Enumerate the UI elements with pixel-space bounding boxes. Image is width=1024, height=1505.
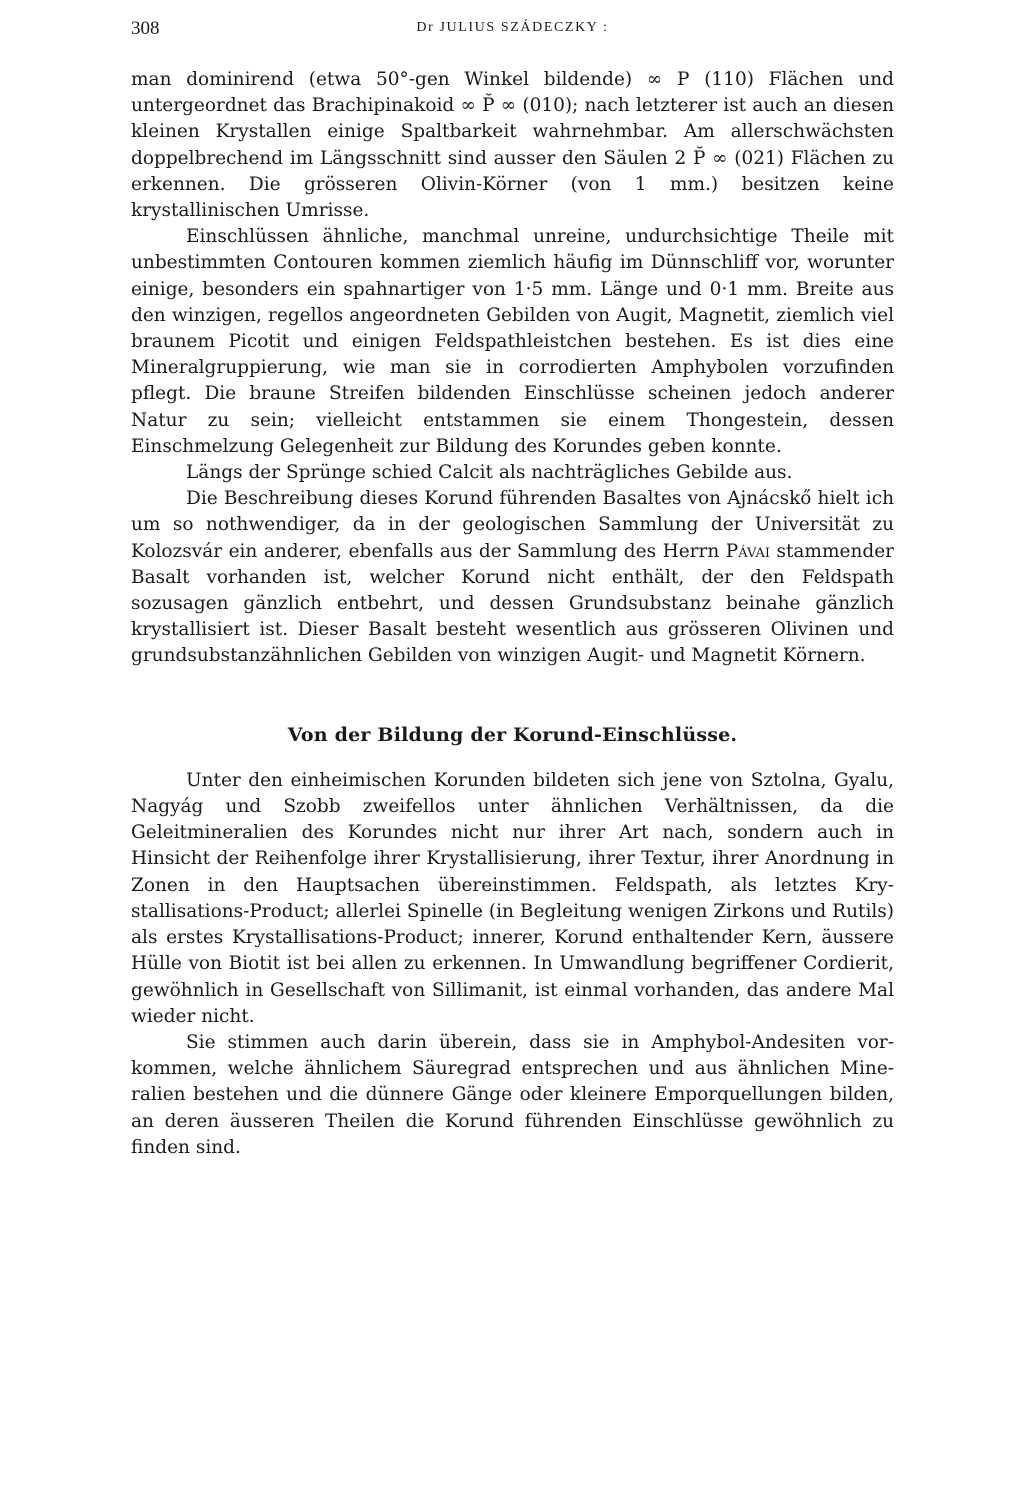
paragraph-basalt-part-2: stammender Basalt vorhanden ist, welcher Korund nicht enthält, der den Feldspath sozusagen gänzlich entbehrt, und dessen Grundsubstanz beinahe gänzlich krystallisiert ist. Dieser Basalt besteht wesentlich aus grösseren Olivinen und grundsubstanzähnlichen Gebilden von winzigen Augit- und Magnetit Körnern.: [131, 540, 895, 667]
paragraph-korund-origin: Unter den einheimischen Korunden bildeten sich jene von Sztolna, Gyalu, Nagyág und Szobb zweifellos unter ähnlichen Verhältnissen, da die Geleitmineralien des Korundes nicht nur ihrer Art nach, sondern auch in Hinsicht der Reihenfolge ihrer Krystallisierung, ihrer Textur, ihrer Anordnung in Zonen in den Hauptsachen übereinstimmen. Feldspath, als letztes Krystallisations-Product; allerlei Spinelle (in Begleitung wenigen Zirkons und Rutils) als erstes Krystallisations-Product; innerer, Korund enthaltender Kern, äussere Hülle von Biotit ist bei allen zu erkennen. In Umwandlung begriffener Cordierit, gewöhnlich in Gesellschaft von Sillimanit, ist einmal vorhanden, das andere Mal wieder nicht.: [131, 769, 894, 1027]
paragraph-andesite: Sie stimmen auch darin überein, dass sie in Amphybol-Andesiten vorkommen, welche ähnlichem Säuregrad entsprechen und aus ähnlichen Mineralien bestehen und die dünnere Gänge oder kleinere Emporquellungen bilden, an deren äusseren Theilen die Korund führenden Einschlüsse gewöhnlich zu finden sind.: [131, 1031, 894, 1158]
section-heading: Von der Bildung der Korund-Einschlüsse.: [287, 723, 738, 746]
paragraph-calcite: Längs der Sprünge schied Calcit als nachträgliches Gebilde aus.: [186, 462, 793, 484]
paragraph-inclusions: Einschlüssen ähnliche, manchmal unreine, undurchsichtige Theile mit unbestimmten Contouren kommen ziemlich häufig im Dünnschliff vor, worunter einige, besonders ein spahnartiger von 1·5 mm. Länge und 0·1 mm. Breite aus den winzigen, regellos angeordneten Gebilden von Augit, Magnetit, ziemlich viel braunem Picotit und einigen Feldspathleistchen bestehen. Es ist dies eine Mineralgruppierung, wie man sie in corrodierten Amphybolen vorzufinden pflegt. Die braune Streifen bildenden Einschlüsse scheinen jedoch anderer Natur zu sein; vielleicht entstammen sie einem Thongestein, dessen Einschmelzung Gelegenheit zur Bildung des Korundes geben konnte.: [131, 226, 894, 457]
page-number: 308: [131, 18, 160, 39]
paragraph-continuation: man dominirend (etwa 50°-gen Winkel bildende) ∞ P (110) Flächen und untergeordnet das Brachipinakoid ∞ P̆ ∞ (010); nach letzterer ist auch an diesen kleinen Krystallen einige Spaltbarkeit wahrnehmbar. Am allerschwächsten doppelbrechend im Längsschnitt sind ausser den Säulen 2 P̆ ∞ (021) Flächen zu erkennen. Die grösseren Olivin-Körner (von 1 mm.) besitzen keine krystallinischen Umrisse.: [131, 69, 894, 222]
body-text: [131, 67, 894, 1161]
person-name-pavai: Pávai: [725, 540, 770, 562]
running-head-author: Dr JULIUS SZÁDECZKY :: [416, 20, 609, 35]
paragraph-basalt-part-1: Die Beschreibung dieses Korund führenden Basaltes von Ajnácskő hielt ich um so nothwendiger, da in der geologischen Sammlung der Universität zu Kolozsvár ein anderer, ebenfalls aus der Sammlung des Herrn: [131, 488, 894, 562]
running-head: [131, 18, 894, 42]
paragraph-basalt-description: [131, 486, 894, 669]
